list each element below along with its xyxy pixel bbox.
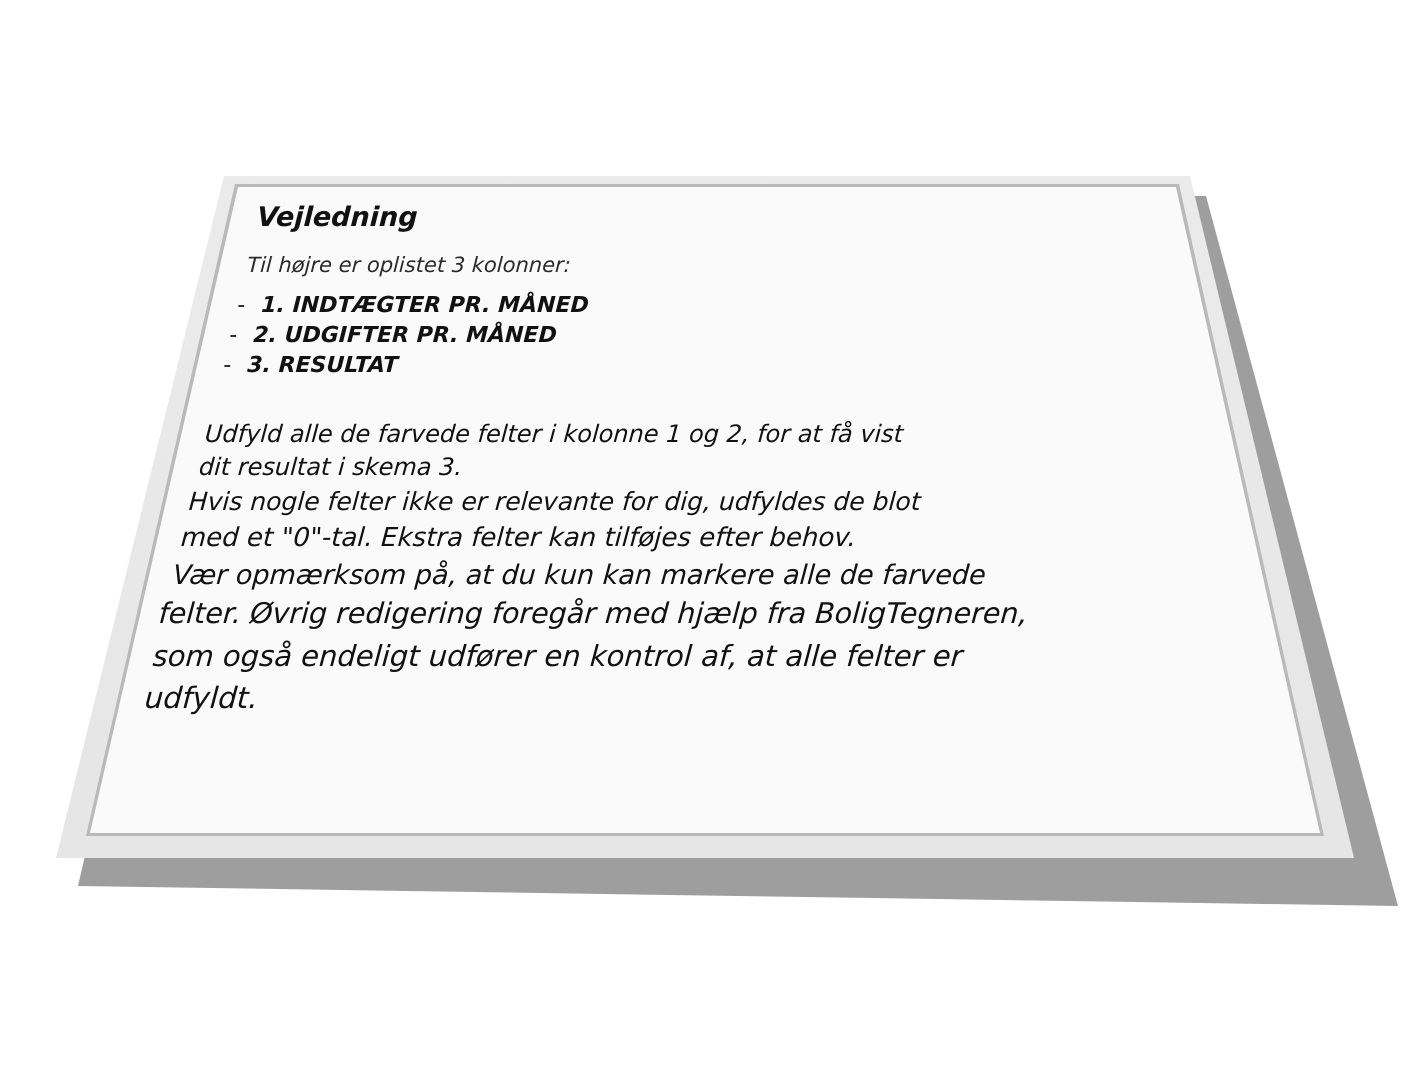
instruction-line: udfyldt. bbox=[143, 681, 260, 715]
guide-intro: Til højre er oplistet 3 kolonner: bbox=[246, 253, 572, 277]
instruction-line: dit resultat i skema 3. bbox=[198, 453, 464, 481]
instruction-line: Vær opmærksom på, at du kun kan markere alle de farvede bbox=[171, 560, 987, 591]
list-dash: - bbox=[222, 353, 232, 378]
column-list-item bbox=[223, 353, 399, 378]
guide-title: Vejledning bbox=[256, 202, 419, 233]
instruction-line: med et "0"-tal. Ekstra felter kan tilføjes efter behov. bbox=[179, 523, 858, 553]
column-list-item bbox=[229, 323, 558, 348]
column-label-result: 3. RESULTAT bbox=[246, 353, 399, 378]
column-label-expenses: 2. UDGIFTER PR. MÅNED bbox=[252, 323, 558, 348]
instruction-line: Udfyld alle de farvede felter i kolonne 1 og 2, for at få vist bbox=[204, 420, 905, 448]
instruction-line: Hvis nogle felter ikke er relevante for dig, udfyldes de blot bbox=[187, 487, 922, 516]
list-dash: - bbox=[228, 323, 238, 348]
instruction-line: som også endeligt udfører en kontrol af, at alle felter er bbox=[151, 639, 964, 673]
list-dash: - bbox=[236, 293, 246, 318]
column-label-income: 1. INDTÆGTER PR. MÅNED bbox=[260, 293, 590, 318]
instruction-line: felter. Øvrig redigering foregår med hjælp fra BoligTegneren, bbox=[157, 597, 1029, 630]
column-list-item bbox=[237, 293, 590, 318]
